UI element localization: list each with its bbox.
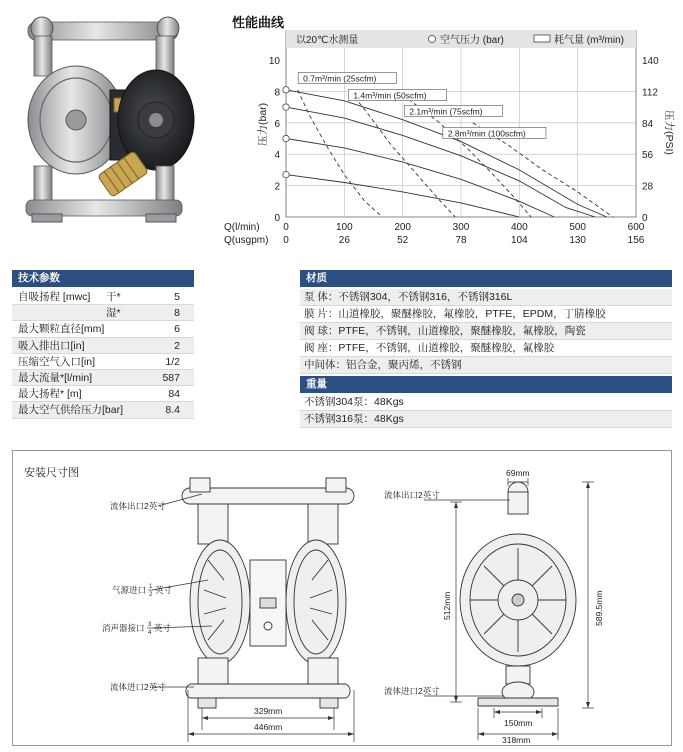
dim-512: 512mm <box>442 591 452 620</box>
weight-table-header: 重量 <box>300 376 672 393</box>
spec-sub-label: 干* <box>106 291 121 303</box>
spec-row <box>12 305 194 321</box>
spec-row <box>12 354 194 370</box>
flow-label-text: 2.8m³/min (100scfm) <box>447 128 526 139</box>
spec-value: 84 <box>168 388 180 401</box>
dim-69: 69mm <box>506 468 530 478</box>
spec-row <box>12 386 194 402</box>
flow-label-text: 1.4m³/min (50scfm) <box>353 90 427 101</box>
spec-row <box>12 338 194 354</box>
x-tick-label: 100 <box>335 222 353 233</box>
right-axis-label: 压力(PSI) <box>663 110 675 155</box>
right-outlet-label: 流体出口2英寸 <box>384 490 440 500</box>
pressure-marker <box>283 171 289 177</box>
air-inlet-frac-den: 2 <box>149 592 153 598</box>
material-table <box>300 289 672 374</box>
spec-label: 压缩空气入口[in] <box>18 355 96 368</box>
dim-5895: 589.5mm <box>594 590 604 626</box>
y2-tick-label: 84 <box>642 118 654 130</box>
muffler-label: 消声器接口 <box>102 623 145 633</box>
chart-title: 性能曲线 <box>232 15 285 30</box>
spec-value: 6 <box>174 323 180 336</box>
spec-table <box>12 289 194 419</box>
x2-tick-label: 0 <box>283 235 289 246</box>
flow-label-text: 0.7m³/min (25scfm) <box>303 73 377 84</box>
x2-axis-label: Q(usgpm) <box>224 235 269 246</box>
pump-product-photo <box>6 8 204 230</box>
y-tick-label: 6 <box>274 118 280 130</box>
performance-chart <box>222 30 683 252</box>
left-axis-label: 压力(bar) <box>257 102 269 146</box>
dim-329: 329mm <box>254 706 283 716</box>
spec-value: 8 <box>174 307 180 320</box>
dim-446: 446mm <box>254 722 283 732</box>
y2-tick-label: 56 <box>642 150 654 162</box>
x-tick-label: 300 <box>452 222 470 233</box>
x2-tick-label: 78 <box>455 235 467 246</box>
side-view-drawing <box>460 482 576 706</box>
x2-tick-label: 26 <box>338 235 350 246</box>
air-inlet-unit: 英寸 <box>155 585 173 595</box>
diagram-title: 安装尺寸图 <box>24 467 79 479</box>
spec-label: 最大颗粒直径[mm] <box>18 323 105 336</box>
x1-axis-label: Q(l/min) <box>224 222 260 233</box>
spec-label: 最大空气供给压力[bar] <box>18 404 124 417</box>
legend-note: 以20℃水测量 <box>296 35 359 46</box>
material-row: 阀 座：PTFE，不锈钢，山道橡胶，聚醚橡胶，氟橡胶 <box>300 340 672 357</box>
x-tick-label: 0 <box>283 222 289 233</box>
muffler-frac-den: 4 <box>148 630 152 636</box>
x2-tick-label: 52 <box>397 235 409 246</box>
material-row: 膜 片：山道橡胶，聚醚橡胶，氟橡胶，PTFE，EPDM，丁腈橡胶 <box>300 306 672 323</box>
spec-value: 8.4 <box>165 404 180 417</box>
x-tick-label: 500 <box>569 222 587 233</box>
x2-tick-label: 130 <box>569 235 587 246</box>
muffler-unit: 英寸 <box>154 623 172 633</box>
y-tick-label: 2 <box>274 181 280 193</box>
air-inlet-frac-num: 1 <box>149 584 153 590</box>
installation-diagram <box>12 450 672 746</box>
material-row: 泵 体：不锈钢304，不锈钢316，不锈钢316L <box>300 289 672 306</box>
x2-tick-label: 156 <box>627 235 645 246</box>
x-tick-label: 400 <box>510 222 528 233</box>
weight-row: 不锈钢316泵：48Kgs <box>300 411 672 428</box>
y-tick-label: 0 <box>274 213 280 224</box>
y2-tick-label: 0 <box>642 213 648 224</box>
spec-row <box>12 402 194 418</box>
outlet-label: 流体出口2英寸 <box>110 501 166 511</box>
inlet-label: 流体进口2英寸 <box>110 682 166 692</box>
x-tick-label: 200 <box>394 222 412 233</box>
spec-label: 最大扬程* [m] <box>18 388 82 401</box>
material-row: 中间体：铝合金，聚丙烯，不锈钢 <box>300 357 672 374</box>
spec-label: 最大流量*[l/min] <box>18 371 93 384</box>
spec-row <box>12 370 194 386</box>
y-tick-label: 4 <box>274 150 280 162</box>
weight-table <box>300 394 672 428</box>
material-row: 阀 球：PTFE，不锈钢，山道橡胶，聚醚橡胶，氟橡胶，陶瓷 <box>300 323 672 340</box>
muffler-frac-num: 3 <box>148 622 152 628</box>
spec-row <box>12 321 194 337</box>
spec-label: 自吸扬程 [mwc] <box>18 291 91 303</box>
pressure-marker <box>283 104 289 110</box>
legend-consumption-label: 耗气量 (m³/min) <box>554 35 624 46</box>
pressure-marker <box>283 87 289 93</box>
legend-consumption-marker <box>534 35 550 42</box>
spec-value: 1/2 <box>165 355 180 368</box>
right-inlet-label: 流体进口2英寸 <box>384 686 440 696</box>
spec-label: 吸入排出口[in] <box>18 339 85 352</box>
y2-tick-label: 28 <box>642 181 654 193</box>
spec-table-header: 技术参数 <box>12 270 194 287</box>
x-tick-label: 600 <box>627 222 645 233</box>
y2-tick-label: 140 <box>642 56 659 67</box>
x2-tick-label: 104 <box>510 235 528 246</box>
spec-value: 587 <box>162 371 180 384</box>
pressure-marker <box>283 135 289 141</box>
flow-label-text: 2.1m³/min (75scfm) <box>409 106 483 117</box>
legend-air-label: 空气压力 (bar) <box>440 35 504 46</box>
material-table-header: 材质 <box>300 270 672 287</box>
y-tick-label: 10 <box>268 56 280 67</box>
dim-318: 318mm <box>502 735 531 745</box>
spec-value: 2 <box>174 339 180 352</box>
y-tick-label: 8 <box>274 87 280 99</box>
dim-150: 150mm <box>504 718 533 728</box>
spec-row <box>12 289 194 305</box>
spec-sub-label: 湿* <box>106 307 121 320</box>
front-view-drawing <box>182 478 354 708</box>
y2-tick-label: 112 <box>642 87 658 99</box>
legend-air-marker <box>429 36 436 43</box>
weight-row: 不锈钢304泵：48Kgs <box>300 394 672 411</box>
spec-value: 5 <box>174 291 180 303</box>
air-inlet-label: 气源进口 <box>112 585 147 595</box>
